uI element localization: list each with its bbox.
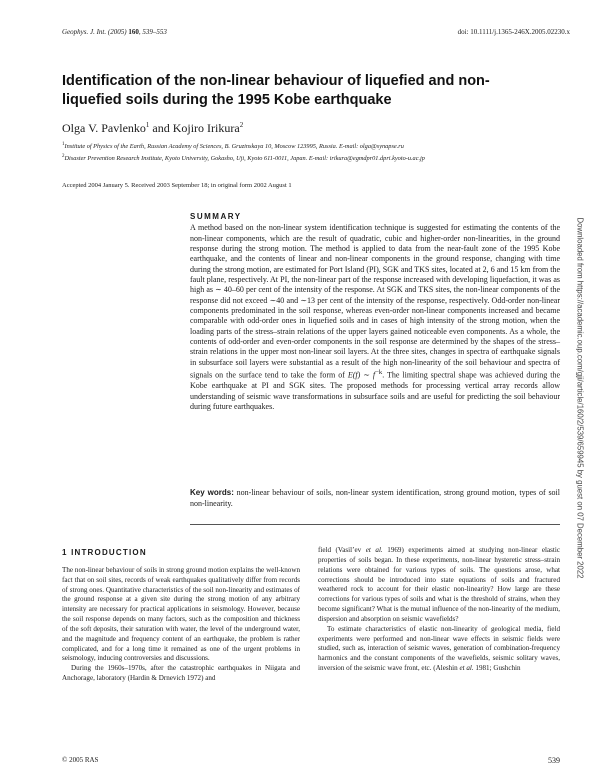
section-heading: 1 INTRODUCTION xyxy=(62,548,147,557)
watermark-text: Downloaded from https://academic.oup.com/gji/article/160/2/539/659945 by guest on 07 December 2022 xyxy=(575,216,585,579)
author-affil-mark: 2 xyxy=(239,121,244,129)
affiliation: $^1$Institute of Physics of the Earth, Russian Academy of Sciences, B. Gruzinskaya 10, Moscow 123995, Russia. E-mail: olga@synapse.ru xyxy=(62,142,404,151)
page-number: 539 xyxy=(548,756,560,765)
page-footer xyxy=(62,756,560,765)
journal-citation: Geophys. J. Int. (2005) 160, 539–553 xyxy=(62,28,167,36)
left-column xyxy=(62,548,300,684)
author-name: Kojiro Irikura xyxy=(172,121,240,135)
body-paragraph: During the 1960s–1970s, after the catastrophic earthquakes in Niigata and Anchorage, laboratory (Hardin & Drnevich 1972) and xyxy=(62,664,300,683)
section-divider xyxy=(190,524,560,525)
affiliation: $^2$Disaster Prevention Research Institute, Kyoto University, Gokasho, Uji, Kyoto 611-0011, Japan. E-mail: irikura@egmdpr01.dpri.kyoto-u.ac.jp xyxy=(62,153,425,162)
summary-section xyxy=(190,212,560,412)
body-paragraph: field (Vasil’ev et al. 1969) experiments aimed at studying non-linear elastic properties of soils began. In these experiments, non-linear hysteretic stress–strain relations were obtained for various types of soils. The questions arose, what corrections should be introduced into state equations of soils and fractured weathered rock to account for their elastic non-linearity? How large are these corrections for various types of soils and what is the threshold of strains, when they become significant? What is the mutual influence of the non-linearity of the medium, dispersion and absorption on seismic wavefields? xyxy=(318,546,561,623)
paper-title: Identification of the non-linear behaviour of liquefied and non-liquefied soils during the 1995 Kobe earthquake xyxy=(62,73,490,108)
download-watermark xyxy=(565,205,595,590)
right-column xyxy=(318,546,560,674)
body-paragraph: The non-linear behaviour of soils in strong ground motion explains the well-known fact that on soil sites, records of weak earthquakes qualitatively differ from records of strong ones. Quantitative characteristics of the soil non-linearity and estimates of the ground response at a given site during the strong motion of any arbitrary intensity are necessary for practical applications in seismology. However, because the soil response depends on many factors, such as the composition and thickness of the soft deposits, their saturation with water, the level of the underground water, and the magnitude and frequency content of an earthquake, the problem is rather complicated, and for a long time it remained as one of the urgent problems in seismology, inducing controversies and discussions. xyxy=(62,565,300,663)
summary-text: A method based on the non-linear system identification technique is suggested for estimating the contents of the non-linear components, which are the result of quadratic, cubic and higher-order non-linearities, in the ground response during the strong motion. The method is applied to data from the near-fault zone of the 1995 Kobe earthquake, and the contents of linear and non-linear components in the ground response, changing with time during the strong motion, are estimated for Port Island (PI), SGK and TKS sites, located at 2, 6 and 15 km from the fault plane, respectively. At PI, the non-linear part of the response increased with developing liquefaction, it was as high as ∼ 40–60 per cent of the intensity of the response. At SGK and TKS sites, the non-linear components of the response did not exceed ∼40 and ∼13 per cent of the intensity of the response, respectively. Odd-order non-linear components predominated in the soil response, whereas even-order non-linear components increased and became comparable with odd-order ones in liquefied soils and in cases of high intensity of the strong motion, when the loading parts of the stress–strain relations of the upper layers gained noticeable even components. As a whole, the contents of odd-order and even-order components in the soil response are determined by the shapes of the stress–strain relations in the upper most non-linear soil layers. At the three sites, changes in spectra of earthquake signals in subsurface soil layers were substantial as a result of the high non-linearity of the soil behaviour and spectra of signals on the surface tend to take the form of E(f) ∼ $f^{-k}$. The limiting spectral shape was achieved during the Kobe earthquake at PI and SGK sites. The proposed methods for processing vertical array records allow understanding of seismic wave transformations in subsurface soils and are useful for predicting the soil behaviour during future earthquakes. xyxy=(190,223,560,411)
keywords-label: Key words: xyxy=(190,488,234,497)
author-affil-mark: 1 xyxy=(145,121,150,129)
affiliations xyxy=(62,140,542,163)
doi[interactable]: doi: 10.1111/j.1365-246X.2005.02230.x xyxy=(457,28,570,36)
summary-heading: SUMMARY xyxy=(190,212,242,221)
spectral-formula: E(f) ∼ f xyxy=(347,370,376,380)
keywords xyxy=(190,488,560,509)
body-paragraph: To estimate characteristics of elastic non-linearity of geological media, field experiments were performed and non-linear wave effects in seismic fields were studied, such as, interaction of seismic waves, generation of combination-frequency harmonics and the constant components of the wavefields, seismic solitary waves, inversion of the seismic wave front, etc. (Aleshin et al. 1981; Gushchin xyxy=(318,624,560,673)
acceptance-dates: Accepted 2004 January 5. Received 2003 September 18; in original form 2002 August 1 xyxy=(62,182,292,189)
running-head xyxy=(62,28,570,36)
author-list: Olga V. Pavlenko$^1$ and Kojiro Irikura$^2$ xyxy=(62,121,244,135)
author-name: Olga V. Pavlenko xyxy=(62,121,146,135)
keywords-text: non-linear behaviour of soils, non-linear system identification, strong ground motion, types of soil non-linearity. xyxy=(190,488,561,508)
copyright: © 2005 RAS xyxy=(62,756,99,764)
